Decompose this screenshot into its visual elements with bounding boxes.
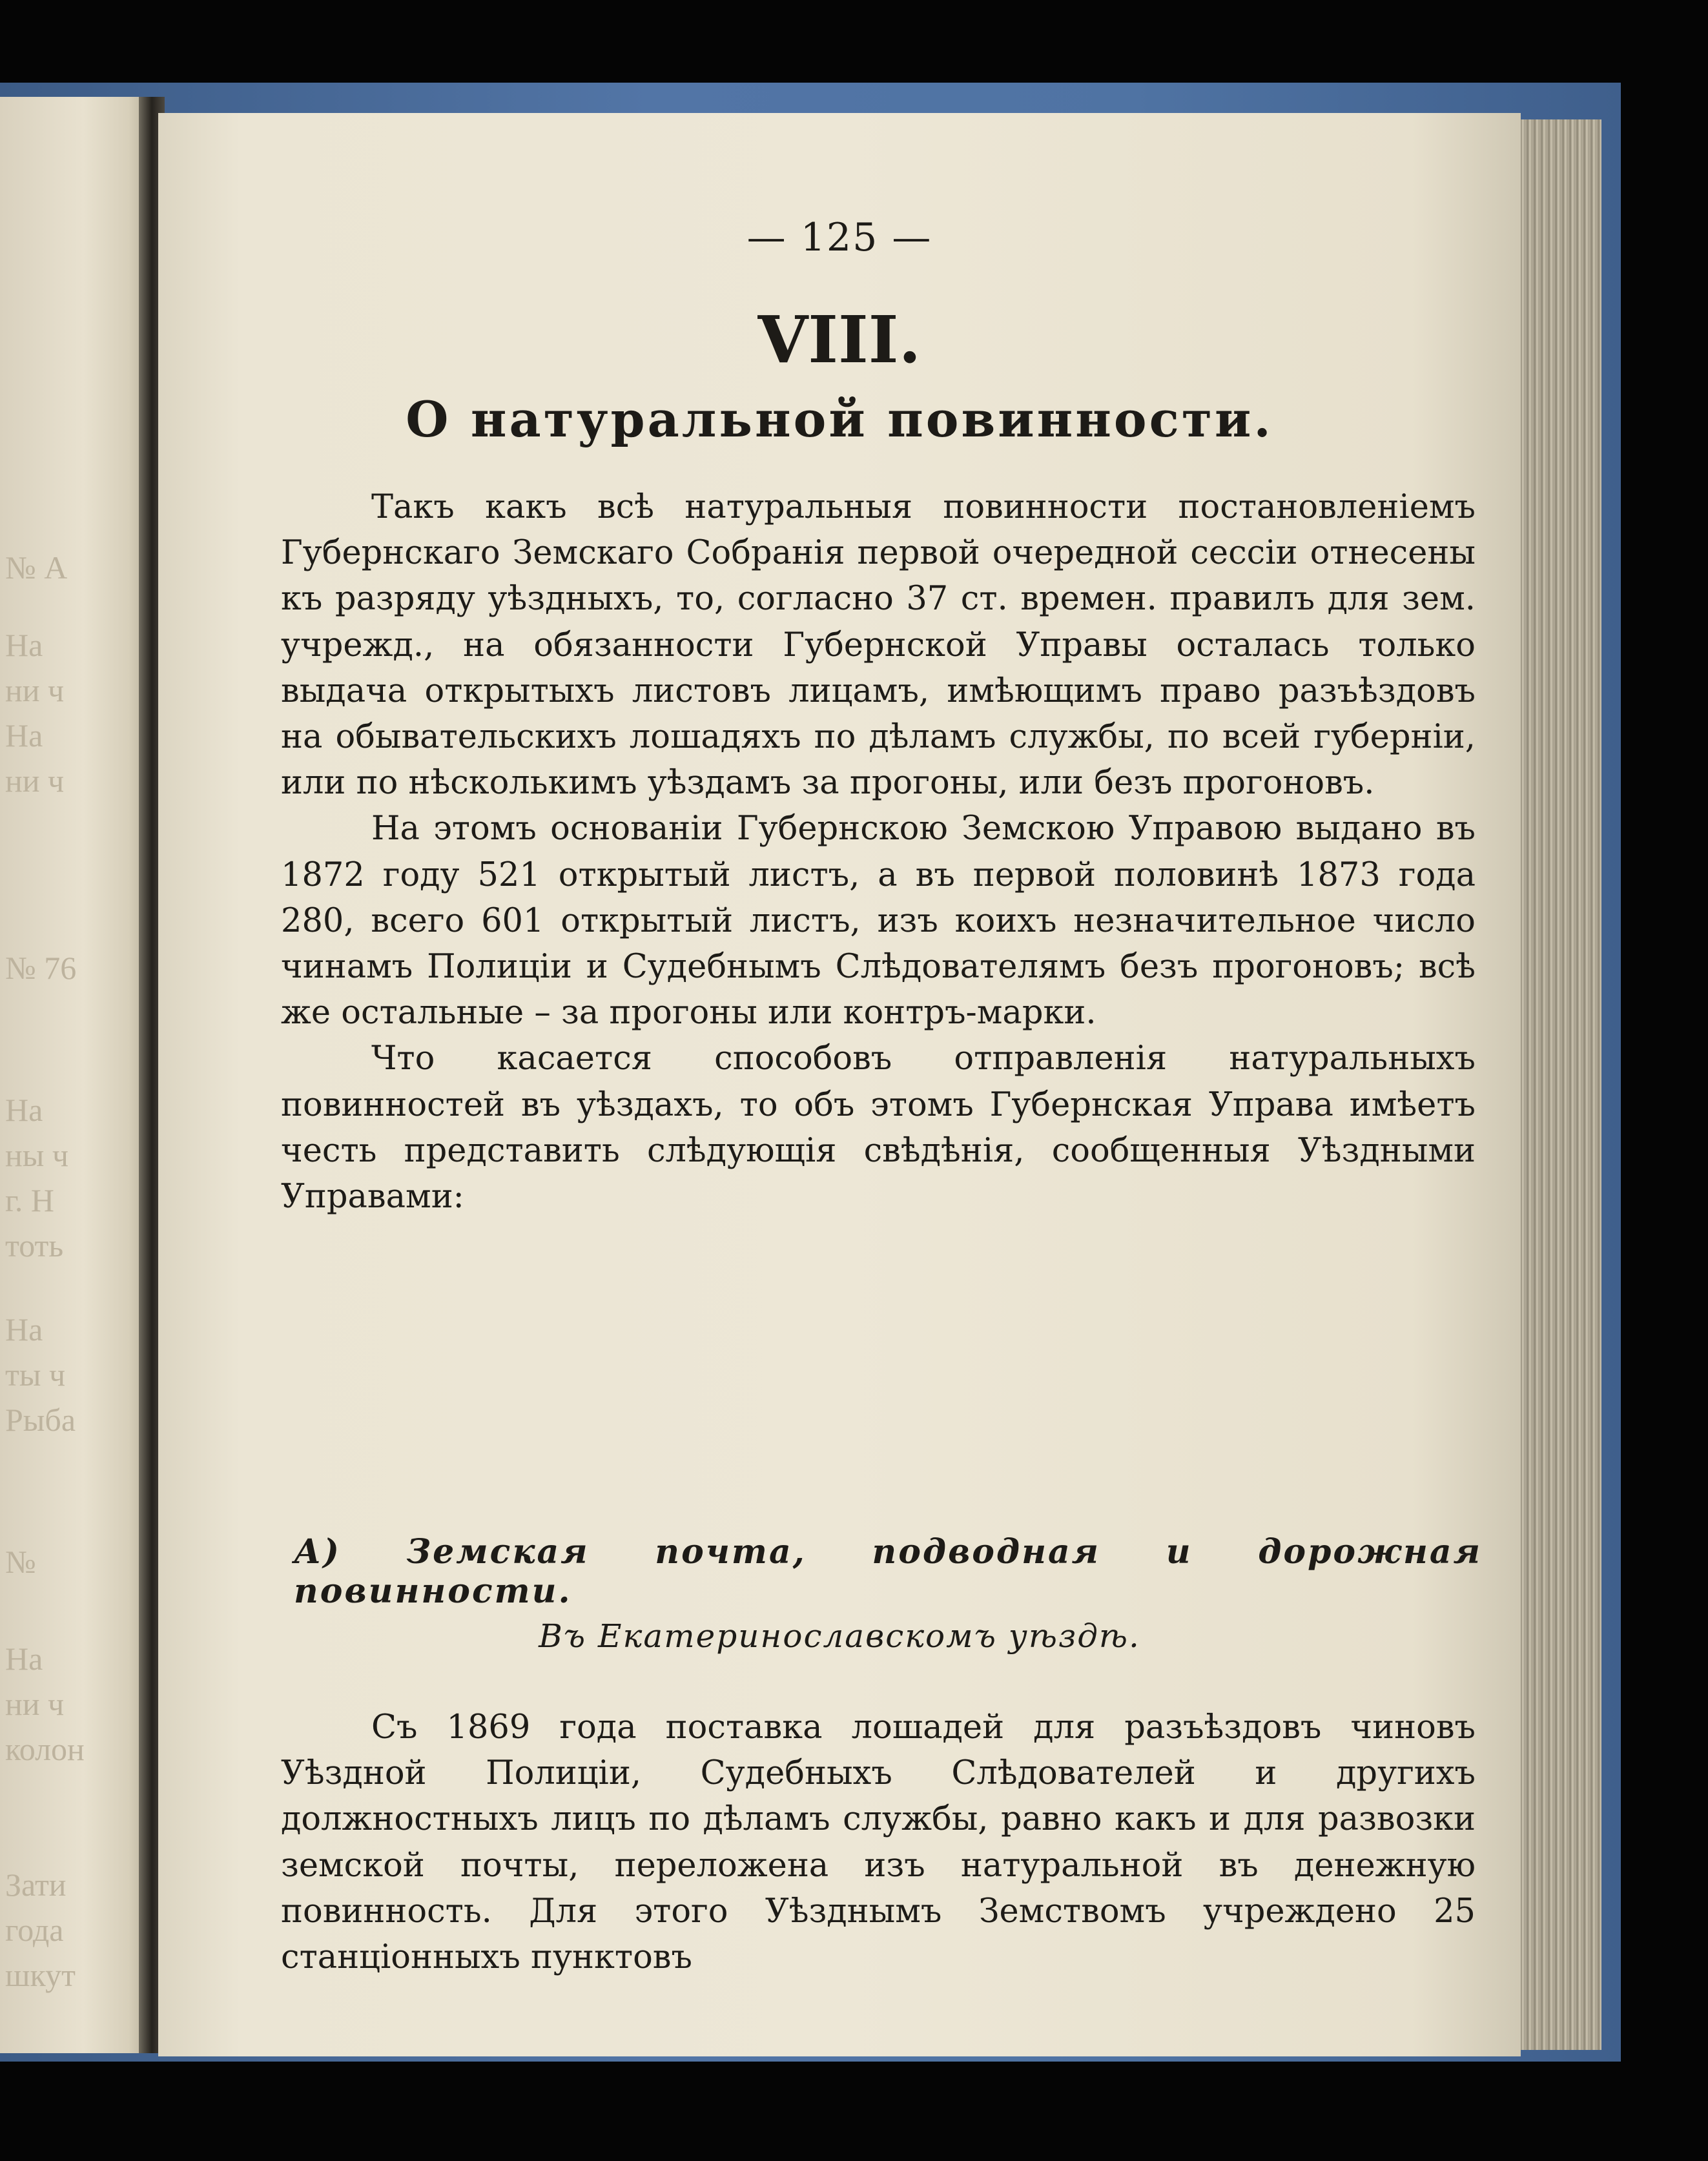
paragraph: Что касается способовъ отправленія натуральныхъ повинностей въ уѣздахъ, то объ этомъ Губернская Управа имѣетъ честь представить слѣдующія свѣдѣнія, сообщенныя Уѣздными Управами: <box>281 1040 1476 1216</box>
left-page-fragment: Рыба <box>5 1402 76 1438</box>
left-page-fragment: № <box>5 1544 36 1580</box>
page-number: — 125 — <box>746 215 932 260</box>
paragraph: Такъ какъ всѣ натуральныя повинности постановленіемъ Губернскаго Земскаго Собранія первой очередной сессіи отнесены къ разряду уѣздныхъ, то, согласно 37 ст. времен. правилъ для зем. учрежд., на обязанности Губернской Управы осталась только выдача открытыхъ листовъ лицамъ, имѣющимъ право разъѣздовъ на обывательскихъ лошадяхъ по дѣламъ службы, по всей губерніи, или по нѣсколькимъ уѣздамъ за прогоны, или безъ прогоновъ. <box>281 488 1476 803</box>
left-page-fragment: года <box>5 1912 64 1948</box>
left-page-fragment: На <box>5 1311 43 1347</box>
left-page-fragment: ни ч <box>5 672 65 708</box>
left-page-fragment: ни ч <box>5 1686 65 1722</box>
left-page-fragment: тоть <box>5 1227 64 1264</box>
section-heading: А) Земская почта, подводная и дорожная повинности. <box>294 1532 1482 1611</box>
left-page-fragment: ни ч <box>5 763 65 799</box>
page-edges <box>1511 119 1601 2050</box>
left-page-fragment: № А <box>5 549 68 586</box>
left-page-fragment: На <box>5 1641 43 1677</box>
paragraph: На этомъ основаніи Губернскою Земскою Управою выдано въ 1872 году 521 открытый листъ, а въ первой половинѣ 1873 года 280, всего 601 открытый листъ, изъ коихъ незначительное число чинамъ Полиціи и Судебнымъ Слѣдователямъ безъ прогоновъ; всѣ же остальные – за прогоны или контръ-марки. <box>281 810 1476 1032</box>
left-page-fragment: На <box>5 717 43 753</box>
left-page-fragment: колон <box>5 1731 85 1767</box>
left-facing-page <box>0 97 152 2053</box>
left-page-fragment: Зати <box>5 1867 67 1903</box>
left-page-fragment: ны ч <box>5 1137 68 1173</box>
left-page-fragment: На <box>5 627 43 663</box>
body-text <box>281 484 1476 1220</box>
book-page <box>158 113 1521 2056</box>
chapter-number: VIII. <box>757 302 921 378</box>
chapter-title: О натуральной повинности. <box>406 391 1273 448</box>
left-page-fragment: ты ч <box>5 1357 66 1393</box>
paragraph: Съ 1869 года поставка лошадей для разъѣздовъ чиновъ Уѣздной Полиціи, Судебныхъ Слѣдователей и другихъ должностныхъ лицъ по дѣламъ службы, равно какъ и для развозки земской почты, переложена изъ натуральной въ денежную повинность. Для этого Уѣзднымъ Земствомъ учреждено 25 станціонныхъ пунктовъ <box>281 1708 1476 1977</box>
left-page-fragment: шкут <box>5 1957 76 1993</box>
left-page-fragment: На <box>5 1092 43 1128</box>
sub-heading: Въ Екатеринославскомъ уѣздѣ. <box>539 1617 1140 1655</box>
left-page-fragment: № 76 <box>5 950 77 986</box>
left-page-fragment: г. Н <box>5 1182 54 1218</box>
body-text-continued <box>281 1705 1476 1980</box>
